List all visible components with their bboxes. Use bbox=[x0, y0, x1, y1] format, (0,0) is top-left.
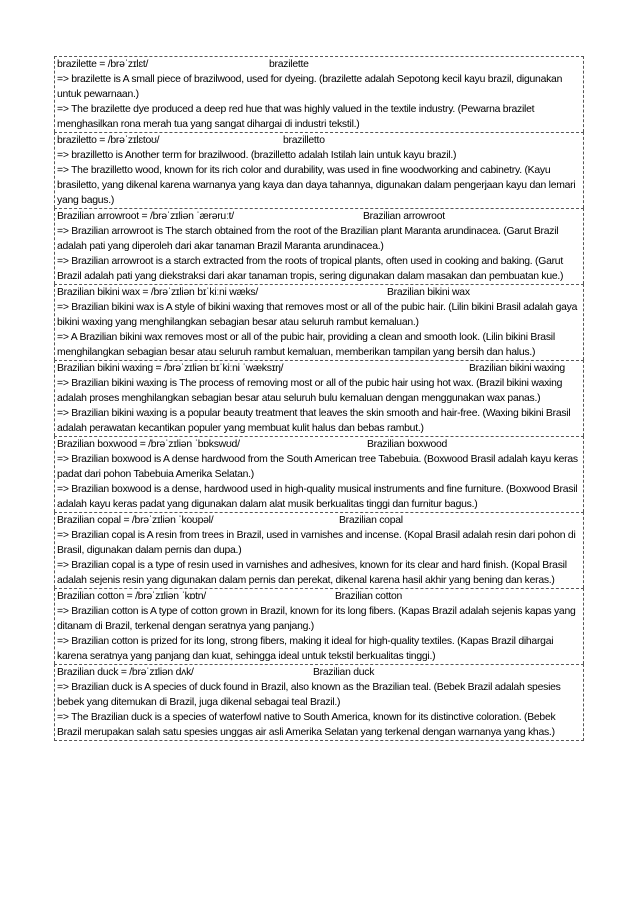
entry-header bbox=[57, 285, 580, 300]
entry-headword: brazilletto bbox=[283, 135, 325, 146]
entry-headword: Brazilian bikini waxing bbox=[469, 363, 565, 374]
entry-pronunciation: braziletto = /brəˈzɪlɛtoʊ/ bbox=[57, 135, 160, 146]
entry-example-line: => Brazilian copal is A resin from trees in Brazil, used in varnishes and incense. (Kopal Brasil adalah resin dari pohon di Brasil, digunakan dalam pernis dan dupa.) bbox=[57, 530, 576, 556]
entry-header bbox=[57, 361, 580, 376]
entry-header bbox=[57, 209, 580, 224]
entry-example-line: => A Brazilian bikini wax removes most or all of the pubic hair, providing a clean and smooth look. (Lilin bikini Brasil menghilangkan sebagian besar atau seluruh rambut kemaluan, memberikan tampilan yang bersih dan halus.) bbox=[57, 332, 555, 358]
entry-headword: Brazilian arrowroot bbox=[363, 211, 445, 222]
entry-header bbox=[57, 133, 580, 148]
entry-example-line: => Brazilian arrowroot is The starch obtained from the root of the Brazilian plant Maranta arundinacea. (Garut Brazil adalah pati yang diperoleh dari akar tanaman Brazil Maranta arundinacea.) bbox=[57, 226, 559, 252]
entry-example-line: => Brazilian bikini waxing is a popular beauty treatment that leaves the skin smooth and hair-free. (Waxing bikini Brasil adalah perawatan kecantikan populer yang membuat kulit halus dan bebas rambut.) bbox=[57, 408, 571, 434]
entry-header bbox=[57, 57, 580, 72]
entry-example-line: => Brazilian bikini wax is A style of bikini waxing that removes most or all of the pubic hair. (Lilin bikini Brasil adalah gaya bikini waxing yang menghilangkan sebagian besar atau seluruh rambut kemaluan.) bbox=[57, 302, 578, 328]
dictionary-entries bbox=[54, 56, 584, 741]
entry-pronunciation: Brazilian bikini waxing = /brəˈzɪliən bɪˈkiːni ˈwæksɪŋ/ bbox=[57, 363, 284, 374]
dictionary-entry bbox=[54, 512, 584, 588]
entry-pronunciation: Brazilian duck = /brəˈzɪliən dʌk/ bbox=[57, 667, 194, 678]
entry-example-line: => brazilletto is Another term for brazilwood. (brazilletto adalah Istilah lain untuk kayu brazil.) bbox=[57, 150, 457, 161]
entry-headword: Brazilian cotton bbox=[335, 591, 403, 602]
entry-pronunciation: brazilette = /brəˈzɪlɛt/ bbox=[57, 59, 149, 70]
dictionary-entry bbox=[54, 208, 584, 284]
dictionary-entry bbox=[54, 436, 584, 512]
entry-headword: brazilette bbox=[269, 59, 309, 70]
dictionary-entry bbox=[54, 132, 584, 208]
entry-header bbox=[57, 665, 580, 680]
dictionary-entry bbox=[54, 284, 584, 360]
entry-example-line: => brazilette is A small piece of brazilwood, used for dyeing. (brazilette adalah Sepotong kecil kayu brazil, digunakan untuk pewarnaan.) bbox=[57, 74, 563, 100]
entry-headword: Brazilian copal bbox=[339, 515, 403, 526]
entry-header bbox=[57, 437, 580, 452]
dictionary-entry bbox=[54, 588, 584, 664]
entry-headword: Brazilian duck bbox=[313, 667, 375, 678]
entry-header bbox=[57, 513, 580, 528]
entry-pronunciation: Brazilian bikini wax = /brəˈzɪliən bɪˈkiːni wæks/ bbox=[57, 287, 259, 298]
entry-example-line: => Brazilian cotton is A type of cotton grown in Brazil, known for its long fibers. (Kapas Brazil adalah sejenis kapas yang ditanam di Brazil, terkenal dengan seratnya yang panjang.) bbox=[57, 606, 576, 632]
entry-example-line: => Brazilian bikini waxing is The process of removing most or all of the pubic hair using hot wax. (Brazil bikini waxing adalah proses menghilangkan sebagian besar atau seluruh bulu kemaluan dengan menggunakan wax panas.) bbox=[57, 378, 563, 404]
entry-header bbox=[57, 589, 580, 604]
entry-example-line: => Brazilian arrowroot is a starch extracted from the roots of tropical plants, often used in cooking and baking. (Garut Brazil adalah pati yang diekstraksi dari akar tanaman tropis, sering digunakan dalam masakan dan pembuatan kue.) bbox=[57, 256, 564, 282]
entry-example-line: => Brazilian boxwood is A dense hardwood from the South American tree Tabebuia. (Boxwood Brasil adalah kayu keras padat dari pohon Tabebuia Amerika Selatan.) bbox=[57, 454, 578, 480]
entry-example-line: => The brazilette dye produced a deep red hue that was highly valued in the textile industry. (Pewarna brazilet menghasilkan rona merah tua yang sangat dihargai di industri tekstil.) bbox=[57, 104, 535, 130]
entry-example-line: => The brazilletto wood, known for its rich color and durability, was used in fine woodworking and cabinetry. (Kayu brasiletto, yang dikenal karena warnanya yang kaya dan daya tahannya, digunakan dalam pengerjaan kayu dan lemari yang bagus.) bbox=[57, 165, 576, 206]
entry-headword: Brazilian bikini wax bbox=[387, 287, 470, 298]
entry-example-line: => The Brazilian duck is a species of waterfowl native to South America, known for its distinctive coloration. (Bebek Brazil merupakan salah satu spesies unggas air asli Amerika Selatan yang terkenal dengan warnanya yang khas.) bbox=[57, 712, 556, 738]
entry-pronunciation: Brazilian arrowroot = /brəˈzɪliən ˈærəruːt/ bbox=[57, 211, 234, 222]
entry-pronunciation: Brazilian boxwood = /brəˈzɪliən ˈbɒkswʊd/ bbox=[57, 439, 240, 450]
entry-example-line: => Brazilian copal is a type of resin used in varnishes and adhesives, known for its clear and hard finish. (Kopal Brasil adalah sejenis resin yang digunakan dalam pernis dan perekat, dikenal karena hasil akhir yang bening dan keras.) bbox=[57, 560, 567, 586]
dictionary-entry bbox=[54, 360, 584, 436]
dictionary-entry bbox=[54, 664, 584, 741]
entry-pronunciation: Brazilian copal = /brəˈzɪliən ˈkoʊpəl/ bbox=[57, 515, 214, 526]
entry-example-line: => Brazilian boxwood is a dense, hardwood used in high-quality musical instruments and fine furniture. (Boxwood Brasil adalah kayu keras padat yang digunakan dalam alat musik berkualitas tinggi dan furnitur bagus.) bbox=[57, 484, 578, 510]
entry-pronunciation: Brazilian cotton = /brəˈzɪliən ˈkɒtn/ bbox=[57, 591, 206, 602]
entry-example-line: => Brazilian cotton is prized for its long, strong fibers, making it ideal for high-quality textiles. (Kapas Brazil dihargai karena seratnya yang panjang dan kuat, sehingga ideal untuk tekstil berkualitas tinggi.) bbox=[57, 636, 554, 662]
entry-example-line: => Brazilian duck is A species of duck found in Brazil, also known as the Brazilian teal. (Bebek Brazil adalah spesies bebek yang ditemukan di Brazil, juga dikenal sebagai teal Brazil.) bbox=[57, 682, 561, 708]
entry-headword: Brazilian boxwood bbox=[367, 439, 448, 450]
dictionary-entry bbox=[54, 56, 584, 132]
